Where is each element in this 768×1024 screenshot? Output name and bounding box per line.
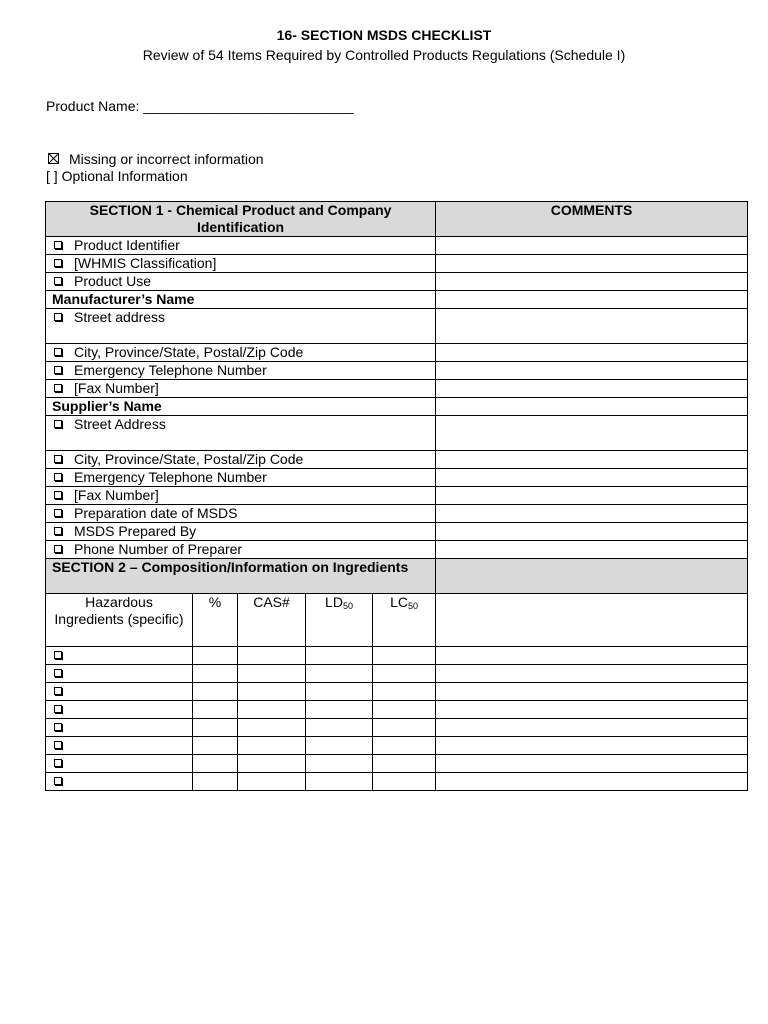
ingredient-row: [46, 665, 748, 683]
ld50-cell[interactable]: [306, 773, 373, 791]
comment-cell[interactable]: [436, 683, 748, 701]
lc50-header: [373, 594, 436, 647]
lc50-cell[interactable]: [373, 683, 436, 701]
checklist-row: [46, 273, 748, 291]
ingredient-row: [46, 737, 748, 755]
checkbox-icon[interactable]: [54, 384, 62, 392]
comment-cell[interactable]: [436, 737, 748, 755]
checklist-row: [46, 541, 748, 559]
cas-cell[interactable]: [238, 647, 306, 665]
cas-cell[interactable]: [238, 719, 306, 737]
comment-cell[interactable]: [436, 237, 748, 255]
cas-cell[interactable]: [238, 755, 306, 773]
comment-cell[interactable]: [436, 719, 748, 737]
comment-cell[interactable]: [436, 701, 748, 719]
cas-cell[interactable]: [238, 737, 306, 755]
comment-cell[interactable]: [436, 291, 748, 309]
section2-comments-header: [436, 559, 748, 594]
optional-marker: [ ]: [46, 168, 58, 184]
ingredient-row: [46, 773, 748, 791]
lc-text: LC: [390, 594, 408, 610]
legend-missing: [46, 151, 264, 167]
cas-cell[interactable]: [238, 665, 306, 683]
item-label: [Fax Number]: [74, 380, 159, 396]
comment-cell[interactable]: [436, 380, 748, 398]
item-label: City, Province/State, Postal/Zip Code: [74, 451, 304, 467]
ld-text: LD: [325, 594, 343, 610]
comment-cell[interactable]: [436, 362, 748, 380]
item-label: MSDS Prepared By: [74, 523, 197, 539]
checkbox-icon[interactable]: [54, 491, 62, 499]
checkbox-icon[interactable]: [54, 741, 62, 749]
item-label: Emergency Telephone Number: [74, 362, 267, 378]
ingredients-header-row: [46, 594, 748, 647]
ld50-header: [306, 594, 373, 647]
ld50-cell[interactable]: [306, 755, 373, 773]
checkbox-icon[interactable]: [54, 313, 62, 321]
lc-subscript: 50: [407, 601, 418, 611]
ingredient-row: [46, 647, 748, 665]
section1-header-row: [46, 202, 748, 237]
document-title: 16- SECTION MSDS CHECKLIST: [276, 27, 492, 43]
product-name-label: Product Name:: [46, 98, 140, 114]
checkbox-icon[interactable]: [54, 277, 62, 285]
comment-cell[interactable]: [436, 487, 748, 505]
item-label: Product Identifier: [74, 237, 180, 253]
product-name-blank: ___________________________: [143, 98, 354, 114]
checklist-row: [46, 237, 748, 255]
comments-header: COMMENTS: [436, 202, 748, 237]
ingredient-row: [46, 701, 748, 719]
comment-cell[interactable]: [436, 594, 748, 647]
comment-cell[interactable]: [436, 255, 748, 273]
checklist-row: [46, 451, 748, 469]
percent-cell[interactable]: [193, 683, 238, 701]
item-label: [Fax Number]: [74, 487, 159, 503]
checkbox-icon[interactable]: [54, 705, 62, 713]
checklist-row: [46, 416, 748, 451]
item-label: Emergency Telephone Number: [74, 469, 267, 485]
percent-cell[interactable]: [193, 701, 238, 719]
item-label: Product Use: [74, 273, 152, 289]
checkbox-icon[interactable]: [54, 527, 62, 535]
checkbox-icon[interactable]: [54, 455, 62, 463]
percent-cell[interactable]: [193, 773, 238, 791]
checkbox-icon[interactable]: [54, 669, 62, 677]
checklist-row: [46, 380, 748, 398]
checkbox-icon[interactable]: [54, 473, 62, 481]
x-checkbox-icon: [48, 153, 59, 164]
ld50-cell[interactable]: [306, 737, 373, 755]
section2-header-row: [46, 559, 748, 594]
checkbox-icon[interactable]: [54, 420, 62, 428]
document-subtitle: Review of 54 Items Required by Controlled Products Regulations (Schedule I): [142, 47, 626, 63]
checklist-row: [46, 487, 748, 505]
cas-cell[interactable]: [238, 701, 306, 719]
item-label: Street address: [74, 309, 166, 325]
comment-cell[interactable]: [436, 665, 748, 683]
cas-header: CAS#: [238, 594, 306, 647]
checkbox-icon[interactable]: [54, 366, 62, 374]
checklist-row: [46, 362, 748, 380]
percent-header: %: [193, 594, 238, 647]
comment-cell[interactable]: [436, 505, 748, 523]
checklist-row: [46, 505, 748, 523]
percent-cell[interactable]: [193, 719, 238, 737]
item-label: Phone Number of Preparer: [74, 541, 243, 557]
checkbox-icon[interactable]: [54, 759, 62, 767]
comment-cell[interactable]: [436, 451, 748, 469]
lc50-cell[interactable]: [373, 665, 436, 683]
item-label: City, Province/State, Postal/Zip Code: [74, 344, 304, 360]
lc50-cell[interactable]: [373, 719, 436, 737]
percent-cell[interactable]: [193, 755, 238, 773]
checkbox-icon[interactable]: [54, 509, 62, 517]
checkbox-icon[interactable]: [54, 687, 62, 695]
comment-cell[interactable]: [436, 755, 748, 773]
comment-cell[interactable]: [436, 469, 748, 487]
comment-cell[interactable]: [436, 273, 748, 291]
msds-checklist-table: [45, 201, 748, 791]
cas-cell[interactable]: [238, 773, 306, 791]
checkbox-icon[interactable]: [54, 723, 62, 731]
checklist-row: [46, 309, 748, 344]
ld-subscript: 50: [342, 601, 353, 611]
comment-cell[interactable]: [436, 309, 748, 344]
product-name-field[interactable]: [46, 98, 354, 114]
cas-cell[interactable]: [238, 683, 306, 701]
percent-cell[interactable]: [193, 647, 238, 665]
ld50-cell[interactable]: [306, 647, 373, 665]
legend-missing-text: Missing or incorrect information: [69, 151, 264, 167]
legend-optional-text: Optional Information: [61, 168, 188, 184]
checklist-row: [46, 344, 748, 362]
lc50-cell[interactable]: [373, 737, 436, 755]
comment-cell[interactable]: [436, 773, 748, 791]
lc50-cell[interactable]: [373, 773, 436, 791]
ingredient-row: [46, 719, 748, 737]
manufacturer-label: Manufacturer’s Name: [46, 291, 436, 309]
checkbox-icon[interactable]: [54, 545, 62, 553]
hazardous-ingredients-header: Hazardous Ingredients (specific): [46, 594, 193, 647]
ingredient-row: [46, 755, 748, 773]
comment-cell[interactable]: [436, 647, 748, 665]
section2-header: SECTION 2 – Composition/Information on Ingredients: [46, 559, 436, 594]
ld50-cell[interactable]: [306, 701, 373, 719]
manufacturer-row: [46, 291, 748, 309]
ld50-cell[interactable]: [306, 683, 373, 701]
lc50-cell[interactable]: [373, 755, 436, 773]
checkbox-icon[interactable]: [54, 259, 62, 267]
ingredient-row: [46, 683, 748, 701]
comment-cell[interactable]: [436, 541, 748, 559]
section1-header: SECTION 1 - Chemical Product and Company Identification: [46, 202, 436, 237]
comment-cell[interactable]: [436, 523, 748, 541]
checkbox-icon[interactable]: [54, 777, 62, 785]
lc50-cell[interactable]: [373, 701, 436, 719]
item-label: Preparation date of MSDS: [74, 505, 238, 521]
checklist-row: [46, 255, 748, 273]
supplier-label: Supplier’s Name: [46, 398, 436, 416]
checklist-row: [46, 469, 748, 487]
supplier-row: [46, 398, 748, 416]
ld50-cell[interactable]: [306, 665, 373, 683]
ld50-cell[interactable]: [306, 719, 373, 737]
item-label: Street Address: [74, 416, 166, 432]
percent-cell[interactable]: [193, 665, 238, 683]
checkbox-icon[interactable]: [54, 348, 62, 356]
comment-cell[interactable]: [436, 416, 748, 451]
legend-optional: [46, 168, 188, 184]
comment-cell[interactable]: [436, 344, 748, 362]
checkbox-icon[interactable]: [54, 241, 62, 249]
checklist-row: [46, 523, 748, 541]
lc50-cell[interactable]: [373, 647, 436, 665]
percent-cell[interactable]: [193, 737, 238, 755]
checkbox-icon[interactable]: [54, 651, 62, 659]
item-label: [WHMIS Classification]: [74, 255, 217, 271]
comment-cell[interactable]: [436, 398, 748, 416]
